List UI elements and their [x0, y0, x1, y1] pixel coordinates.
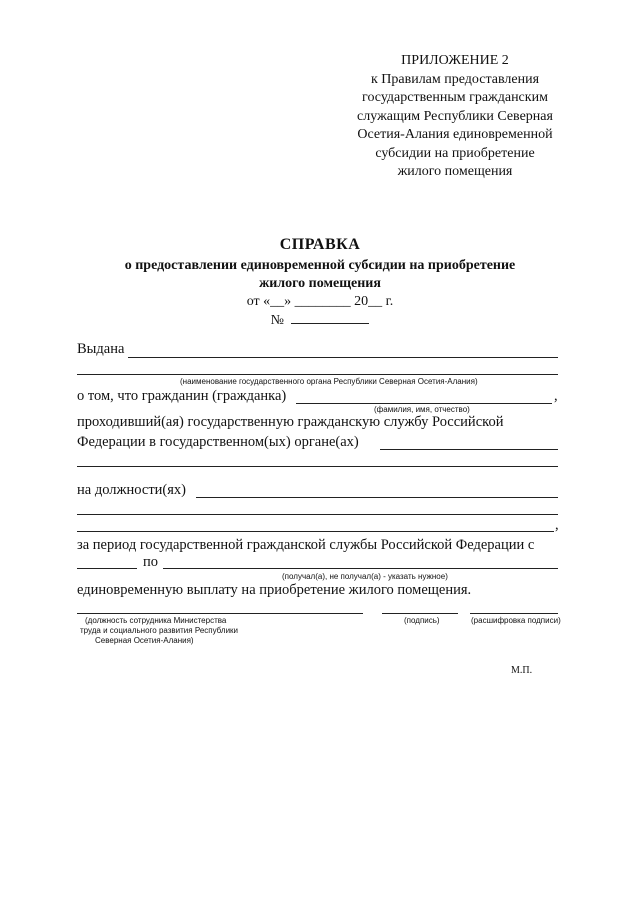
document-subtitle-line-2: жилого помещения — [259, 276, 381, 291]
official-position-caption-2: труда и социального развития Республики — [80, 626, 239, 635]
service-line-1: проходивший(ая) государственную гражданскую службу Российской — [77, 414, 504, 430]
payment-line: единовременную выплату на приобретение жилого помещения. — [77, 582, 472, 598]
issued-label: Выдана — [77, 341, 125, 357]
received-caption: (получал(а), не получал(а) - указать нужное) — [282, 572, 448, 581]
period-to-label: по — [143, 554, 159, 570]
citizen-comma: , — [554, 388, 558, 404]
issued-field-continued[interactable] — [77, 374, 558, 375]
appendix-heading: ПРИЛОЖЕНИЕ 2 — [401, 53, 509, 68]
period-to-field[interactable] — [163, 568, 558, 569]
period-line: за период государственной гражданской службы Российской Федерации с — [77, 537, 535, 553]
stamp-placeholder: М.П. — [511, 665, 533, 676]
number-field[interactable] — [291, 311, 369, 324]
document-subtitle-line-1: о предоставлении единовременной субсидии на приобретение — [124, 258, 516, 273]
signature-decoding-caption: (расшифровка подписи) — [471, 616, 561, 625]
period-from-field[interactable] — [77, 568, 137, 569]
service-organ-field[interactable] — [380, 449, 558, 450]
number-label: № — [270, 313, 284, 328]
service-organ-field-continued[interactable] — [77, 466, 558, 467]
date-line: от «__» ________ 20__ г. — [246, 294, 394, 309]
citizen-caption: (фамилия, имя, отчество) — [374, 405, 470, 414]
appendix-line-2: государственным гражданским — [362, 90, 548, 105]
official-position-caption-1: (должность сотрудника Министерства — [85, 616, 227, 625]
number-line — [0, 311, 640, 329]
signature-field[interactable] — [382, 613, 458, 614]
positions-field-continued-2[interactable] — [77, 531, 554, 532]
document-title: СПРАВКА — [279, 236, 361, 253]
official-position-field[interactable] — [77, 613, 363, 614]
issued-field[interactable] — [128, 357, 558, 358]
appendix-block — [340, 52, 570, 182]
appendix-line-1: к Правилам предоставления — [370, 71, 540, 87]
appendix-line-3: служащим Республики Северная — [357, 108, 553, 124]
appendix-line-4: Осетия-Алания единовременной — [357, 127, 553, 142]
positions-label: на должности(ях) — [77, 482, 186, 498]
appendix-line-5: субсидии на приобретение — [375, 145, 535, 161]
signature-caption: (подпись) — [404, 616, 440, 625]
citizen-name-field[interactable] — [296, 403, 552, 404]
positions-comma: , — [555, 517, 559, 533]
signature-decoding-field[interactable] — [470, 613, 558, 614]
appendix-line-6: жилого помещения — [397, 164, 513, 179]
issued-caption: (наименование государственного органа Республики Северная Осетия-Алания) — [180, 377, 478, 386]
positions-field-continued-1[interactable] — [77, 514, 558, 515]
official-position-caption-3: Северная Осетия-Алания) — [95, 636, 194, 645]
citizen-label: о том, что гражданин (гражданка) — [77, 388, 287, 404]
service-line-2: Федерации в государственном(ых) органе(ах) — [77, 434, 359, 450]
positions-field[interactable] — [196, 497, 558, 498]
